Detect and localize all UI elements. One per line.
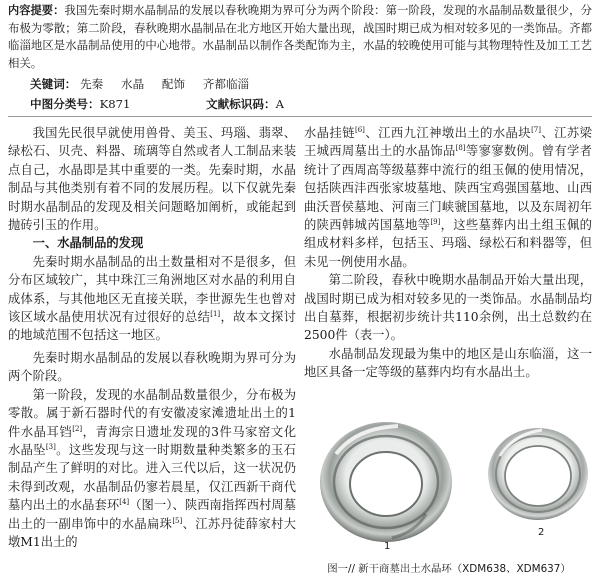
figure-caption: 图一// 新干商墓出土水晶环（XDM638、XDM637） (327, 563, 571, 575)
paragraph-text: 等寥寥数例。曾有学者统计了西周高等级墓葬中流行的组玉佩的使用情况，包括陕西沣西张家坡墓地、陕西宝鸡强国墓地、山西曲沃晋侯墓地、河南三门峡虢国墓地，以及东周初年的陕西韩城芮国墓地等 (304, 144, 592, 233)
keyword-item: 水晶 (120, 77, 145, 91)
keyword-item: 配饰 (161, 77, 186, 91)
paragraph-text: ，这些墓葬内出土组玉佩的组成材料多样，包括玉、玛瑙、绿松石和料器等，但未见一例使用水晶。 (304, 218, 592, 269)
keywords (30, 76, 263, 92)
paragraph-text: ，故本文探讨的地域范围不包括这一地区。 (8, 310, 296, 343)
figure-item-number: 2 (538, 527, 545, 538)
keywords-label: 关键词： (30, 77, 77, 91)
keyword-item: 齐都临淄 (202, 77, 250, 91)
crystal-ring-1-hole (350, 452, 422, 516)
citation-ref[interactable]: [2] (72, 424, 83, 433)
keyword-item: 先秦 (80, 77, 104, 91)
paragraph: 我国先民很早就使用兽骨、美玉、玛瑙、翡翠、绿松石、贝壳、料器、琉璃等自然或者人工制品来装点自己，水晶即是其中重要的一类。先秦时期，水晶制品与其他类别有着不同的发展历程。以下仅就先秦时期水晶制品的发现及相关问题略加阐析，或能起到抛砖引玉的作用。 (8, 126, 296, 233)
clc-label: 中图分类号： (30, 97, 100, 111)
abstract (8, 2, 592, 72)
citation-ref[interactable]: [5] (172, 516, 183, 525)
figure-crystal-rings (306, 414, 592, 574)
paragraph-text: 水晶挂链 (304, 126, 355, 140)
paragraph-text: 、江苏梁王城西周墓出土的水晶饰品 (304, 126, 592, 159)
abstract-text: 我国先秦时期水晶制品的发展以春秋晚期为界可分为两个阶段：第一阶段，发现的水晶制品数量很少，分布极为零散；第二阶段，春秋晚期水晶制品在北方地区开始大量出现，战国时期已成为相对较多见的一类饰品。齐都临淄地区是水晶制品使用的中心地带。水晶制品以制作各类配饰为主，水晶的较晚使用可能与其物理特性及加工工艺相关。 (8, 3, 592, 70)
paragraph-text: 、江西九江神墩出土的水晶块 (364, 126, 532, 140)
paragraph: 水晶制品发现最为集中的地区是山东临淄，这一地区具备一定等级的墓葬内均有水晶出土。 (304, 346, 592, 380)
citation-ref[interactable]: [7] (531, 126, 541, 134)
citation-ref[interactable]: [3] (45, 442, 56, 451)
paragraph (8, 386, 296, 552)
paragraph-text: ，青海宗日遗址发现的3件马家窑文化水晶坠 (8, 424, 296, 457)
paragraph-text: （图一）、陕西南指挥西村周墓出土的一副串饰中的水晶扁珠 (8, 498, 296, 531)
paragraph-text: 、江苏丹徒薛家村大墩M1出土的 (8, 516, 296, 549)
header-divider (8, 116, 592, 117)
classification (30, 96, 590, 112)
paragraph: 先秦时期水晶制品的发展以春秋晚期为界可分为两个阶段。 (8, 350, 296, 384)
figure-item-number: 1 (384, 541, 391, 552)
crystal-rings-photo (306, 414, 592, 560)
doc-code-label: 文献标识码： (206, 97, 276, 111)
doc-code (206, 96, 284, 112)
citation-ref[interactable]: [6] (354, 126, 365, 134)
left-column (8, 124, 296, 551)
paragraph-text: 。这些发现与这一时期数量种类繁多的玉石制品产生了鲜明的对比。进入三代以后，这一状况仍未得到改观，水晶制品仍寥若晨星，仅江西新干商代墓内出土的水晶套环 (8, 442, 296, 513)
right-column (304, 124, 592, 382)
citation-ref[interactable]: [9] (430, 218, 441, 227)
citation-ref[interactable]: [4] (119, 498, 130, 507)
paragraph-text: 第一阶段，发现的水晶制品数量很少，分布极为零散。属于新石器时代的有安徽凌家滩遗址出土的1件水晶耳铛 (8, 387, 296, 439)
abstract-label: 内容提要： (8, 4, 65, 17)
paragraph: 第二阶段，春秋中晚期水晶制品开始大量出现，战国时期已成为相对较多见的一类饰品。水晶制品均出自墓葬，根据初步统计共110余例，出土总数约在2500件（表一）。 (304, 273, 592, 343)
doc-code-value: A (275, 97, 284, 111)
citation-ref[interactable]: [8] (455, 144, 466, 153)
citation-ref[interactable]: [1] (210, 310, 221, 319)
paragraph-text: 先秦时期水晶制品的出土数量相对不是很多，但分布区域较广，其中珠江三角洲地区对水晶的利用自成体系，与其他地区无直接关联，李世源先生也曾对该区域水晶使用状况有过很好的总结 (8, 254, 296, 325)
section-heading: 一、水晶制品的发现 (32, 236, 144, 251)
clc-value: K871 (99, 97, 131, 111)
crystal-ring-2-hole (505, 446, 571, 506)
paragraph (304, 124, 592, 271)
paragraph (8, 253, 296, 345)
